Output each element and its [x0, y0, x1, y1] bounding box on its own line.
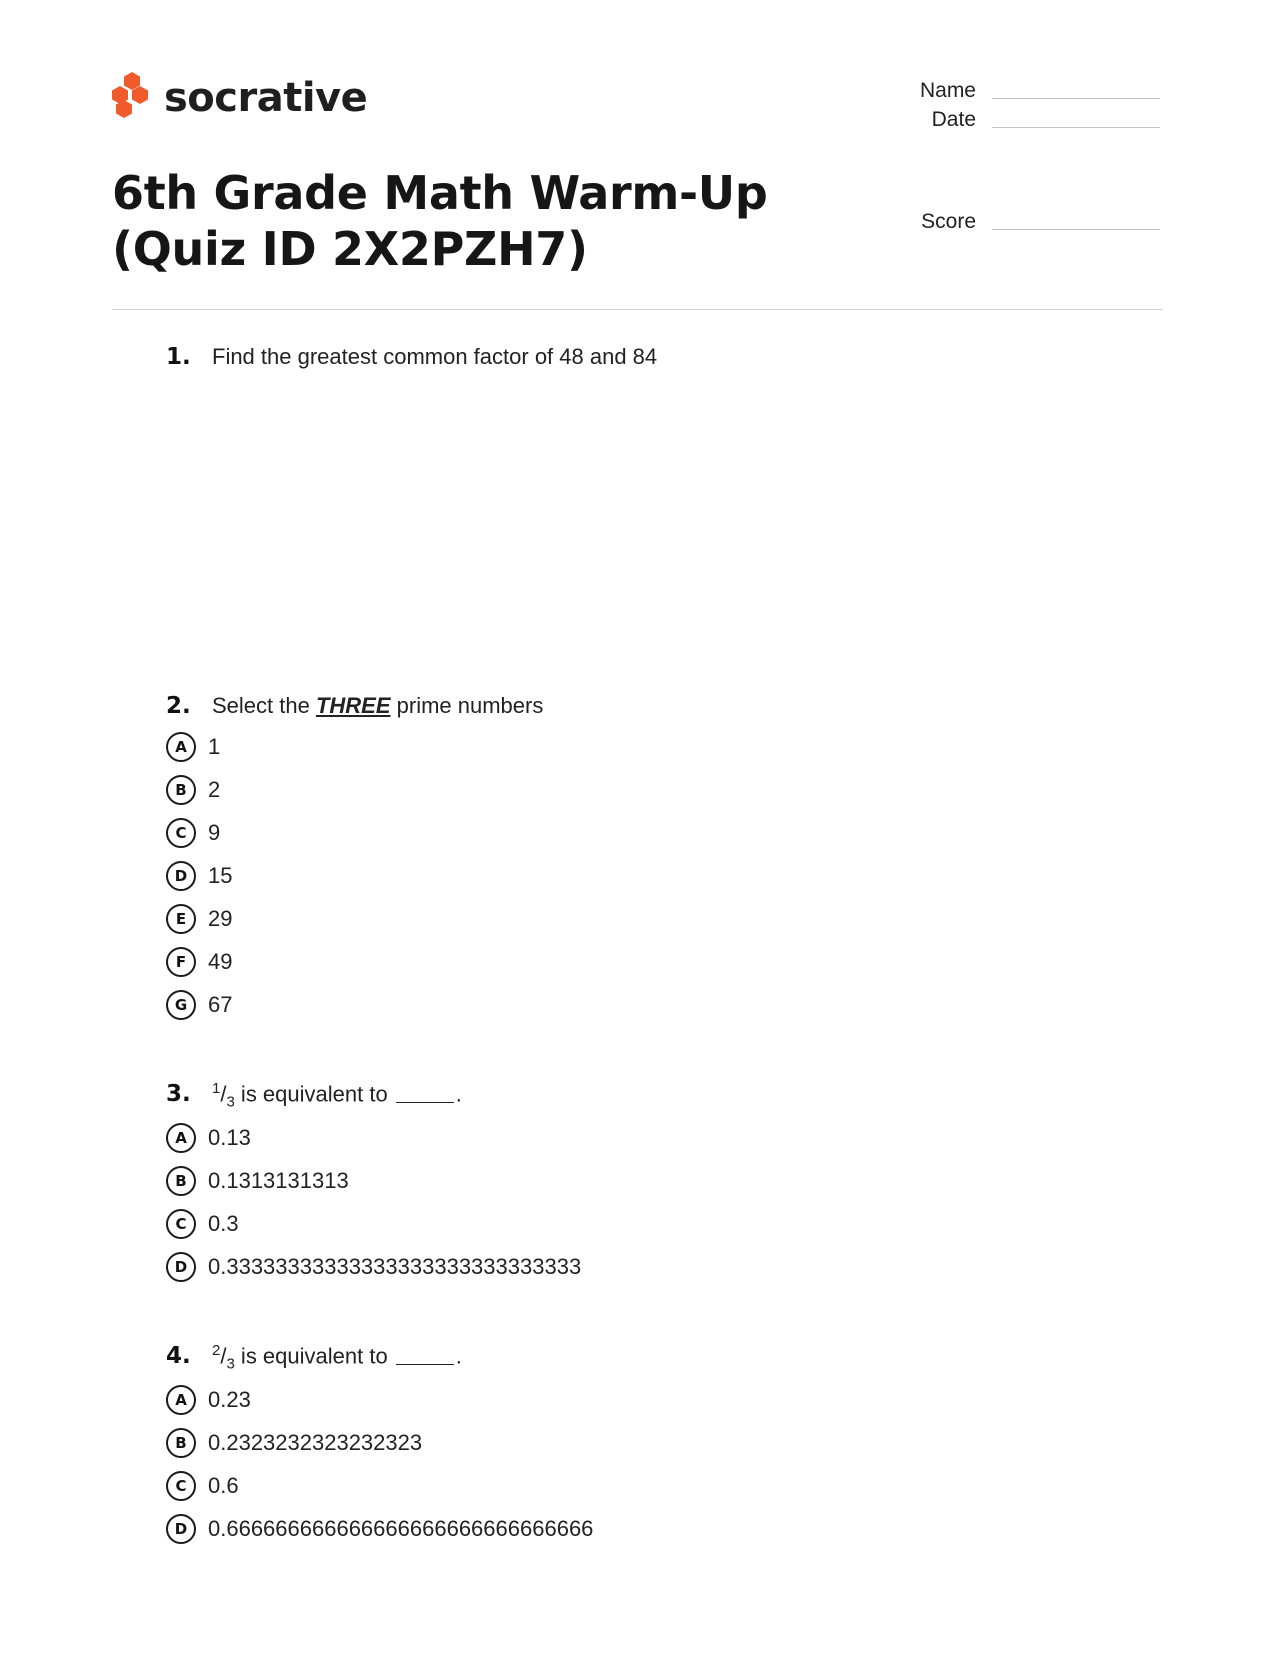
option-letter-badge[interactable]: G	[166, 990, 196, 1020]
question-text-post: is equivalent to	[234, 1081, 394, 1107]
option-letter-badge[interactable]: B	[166, 775, 196, 805]
answer-option[interactable]	[166, 1117, 1066, 1160]
date-label: Date	[931, 108, 976, 131]
score-label: Score	[921, 210, 976, 233]
option-text: 2	[208, 776, 221, 802]
quiz-title: 6th Grade Math Warm-Up (Quiz ID 2X2PZH7)	[112, 166, 768, 276]
option-text: 0.666666666666666666666666666666	[208, 1516, 594, 1542]
name-label: Name	[919, 79, 976, 102]
option-text: 29	[208, 905, 233, 931]
option-letter-badge[interactable]: A	[166, 1385, 196, 1415]
option-letter-badge[interactable]: D	[166, 861, 196, 891]
option-text: 9	[208, 819, 221, 845]
answer-option[interactable]	[166, 897, 1066, 940]
question-text-post: is equivalent to	[234, 1343, 394, 1369]
option-text: 0.6	[208, 1473, 239, 1499]
question-number: 2.	[166, 693, 191, 719]
options-list	[166, 1379, 1066, 1551]
option-text: 15	[208, 862, 233, 888]
answer-option[interactable]	[166, 940, 1066, 983]
option-letter-badge[interactable]: C	[166, 1471, 196, 1501]
question-text: $^1/_3$ is equivalent to .	[212, 1080, 462, 1111]
question-text-emphasis: THREE	[315, 693, 391, 718]
header-divider	[112, 309, 1163, 310]
option-text: 0.23	[208, 1387, 251, 1413]
hexagon-cluster-icon	[112, 72, 152, 124]
answer-option[interactable]	[166, 1160, 1066, 1203]
answer-option[interactable]	[166, 1203, 1066, 1246]
name-field[interactable]	[906, 80, 1160, 101]
option-letter-badge[interactable]: A	[166, 732, 196, 762]
answer-option[interactable]	[166, 725, 1066, 768]
option-text: 1	[208, 733, 221, 759]
fraction-denominator: 3	[226, 1355, 235, 1373]
question-text-end: .	[455, 1081, 462, 1107]
option-letter-badge[interactable]: B	[166, 1428, 196, 1458]
logo-wordmark: socrative	[164, 75, 368, 121]
option-letter-badge[interactable]: D	[166, 1252, 196, 1282]
option-text: 0.3	[208, 1211, 239, 1237]
answer-option[interactable]	[166, 768, 1066, 811]
question-text-post: prime numbers	[390, 693, 544, 718]
fraction-numerator: 1	[212, 1080, 221, 1097]
socrative-logo	[112, 72, 367, 124]
question-text: $^2/_3$ is equivalent to .	[212, 1342, 462, 1373]
name-line[interactable]	[992, 97, 1160, 99]
answer-option[interactable]	[166, 1379, 1066, 1422]
fraction-numerator: 2	[212, 1342, 221, 1359]
question-number: 1.	[166, 344, 191, 370]
question-text: Find the greatest common factor of 48 and 84	[212, 344, 658, 369]
option-letter-badge[interactable]: A	[166, 1123, 196, 1153]
options-list	[166, 1117, 1066, 1289]
fraction-denominator: 3	[226, 1093, 235, 1111]
question-number: 3.	[166, 1081, 191, 1108]
option-text: 0.13	[208, 1125, 251, 1151]
question-text-end: .	[455, 1343, 462, 1369]
option-letter-badge[interactable]: F	[166, 947, 196, 977]
answer-option[interactable]	[166, 1508, 1066, 1551]
question-4	[166, 1342, 1066, 1551]
option-text: 49	[208, 948, 233, 974]
answer-option[interactable]	[166, 811, 1066, 854]
option-letter-badge[interactable]: E	[166, 904, 196, 934]
question-3	[166, 1080, 1066, 1289]
option-letter-badge[interactable]: B	[166, 1166, 196, 1196]
option-letter-badge[interactable]: D	[166, 1514, 196, 1544]
answer-option[interactable]	[166, 854, 1066, 897]
option-text: 0.1313131313	[208, 1168, 349, 1194]
option-text: 67	[208, 991, 233, 1017]
date-line[interactable]	[992, 126, 1160, 128]
answer-option[interactable]	[166, 1422, 1066, 1465]
answer-option[interactable]	[166, 1246, 1066, 1289]
question-number: 4.	[166, 1343, 191, 1370]
option-letter-badge[interactable]: C	[166, 818, 196, 848]
question-text-pre: Select the	[212, 693, 316, 718]
answer-blank	[396, 1364, 454, 1365]
score-line[interactable]	[992, 228, 1160, 230]
question-2	[166, 693, 1066, 1026]
options-list	[166, 725, 1066, 1026]
answer-option[interactable]	[166, 1465, 1066, 1508]
question-1	[166, 344, 1066, 370]
answer-option[interactable]	[166, 983, 1066, 1026]
score-field[interactable]	[906, 211, 1160, 232]
question-text	[212, 693, 543, 719]
option-text: 0.33333333333333333333333333333	[208, 1254, 582, 1280]
option-letter-badge[interactable]: C	[166, 1209, 196, 1239]
answer-blank	[396, 1102, 454, 1103]
option-text: 0.2323232323232323	[208, 1430, 423, 1456]
date-field[interactable]	[906, 109, 1160, 130]
